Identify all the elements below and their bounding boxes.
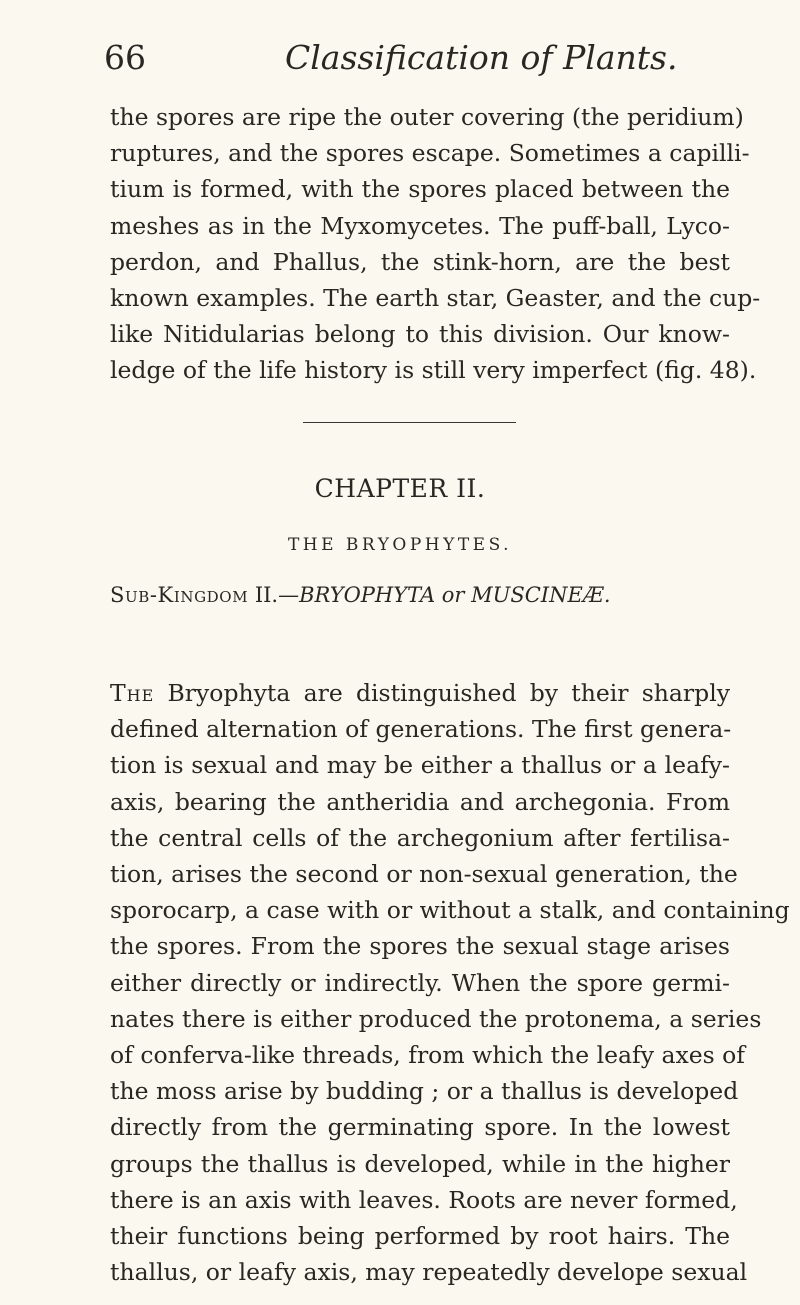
text-line: the spores are ripe the outer covering (the peridium) <box>110 103 744 131</box>
text-line: ruptures, and the spores escape. Sometimes a capilli- <box>110 139 750 168</box>
text-line: their functions being performed by root hairs. The <box>110 1222 730 1251</box>
subkingdom-number: II. <box>248 583 279 607</box>
text-line: the central cells of the archegonium after fertilisa- <box>110 823 730 852</box>
text-line: tion, arises the second or non-sexual generation, the <box>110 860 738 889</box>
paragraph-2 <box>110 675 790 1290</box>
text-line: meshes as in the Myxomycetes. The puff-ball, Lyco- <box>110 211 730 240</box>
text-line <box>110 675 730 711</box>
text-line: the moss arise by budding ; or a thallus is developed <box>110 1077 739 1106</box>
text-line-rest: Bryophyta are distinguished by their sharply <box>154 679 730 707</box>
text-line: groups the thallus is developed, while in the higher <box>110 1149 730 1178</box>
text-line: thallus, or leafy axis, may repeatedly develope sexual <box>110 1258 748 1287</box>
text-line: axis, bearing the antheridia and archegonia. From <box>110 787 730 816</box>
text-line: known examples. The earth star, Geaster, and the cup- <box>110 284 761 313</box>
subkingdom-heading <box>110 583 611 607</box>
text-line: tium is formed, with the spores placed between the <box>110 175 730 204</box>
subkingdom-label: Sub-Kingdom <box>110 583 249 607</box>
page-header <box>0 38 800 88</box>
text-line: of conferva-like threads, from which the leafy axes of <box>110 1041 745 1070</box>
subkingdom-names: —BRYOPHYTA or MUSCINEÆ. <box>278 583 611 607</box>
paragraph-1 <box>110 99 761 389</box>
lead-word: The <box>110 679 155 707</box>
running-title: Classification of Plants. <box>285 38 678 77</box>
text-line: perdon, and Phallus, the stink-horn, are the best <box>110 247 730 276</box>
text-line: the spores. From the spores the sexual stage arises <box>110 932 730 961</box>
text-line: directly from the germinating spore. In the lowest <box>110 1113 730 1142</box>
text-line: there is an axis with leaves. Roots are never formed, <box>110 1185 738 1214</box>
text-line: nates there is either produced the protonema, a series <box>110 1004 762 1033</box>
text-line: defined alternation of generations. The first genera- <box>110 715 732 744</box>
text-line: either directly or indirectly. When the spore germi- <box>110 968 730 997</box>
section-divider <box>303 422 516 423</box>
chapter-heading: CHAPTER II. <box>314 474 486 503</box>
text-line: ledge of the life history is still very imperfect (fig. 48). <box>110 356 757 385</box>
text-line: sporocarp, a case with or without a stalk, and containing <box>110 896 790 925</box>
text-line: tion is sexual and may be either a thallus or a leafy- <box>110 751 730 780</box>
text-line: like Nitidularias belong to this division. Our know- <box>110 320 730 349</box>
chapter-subtitle: THE BRYOPHYTES. <box>287 535 513 555</box>
page-number: 66 <box>104 38 146 77</box>
